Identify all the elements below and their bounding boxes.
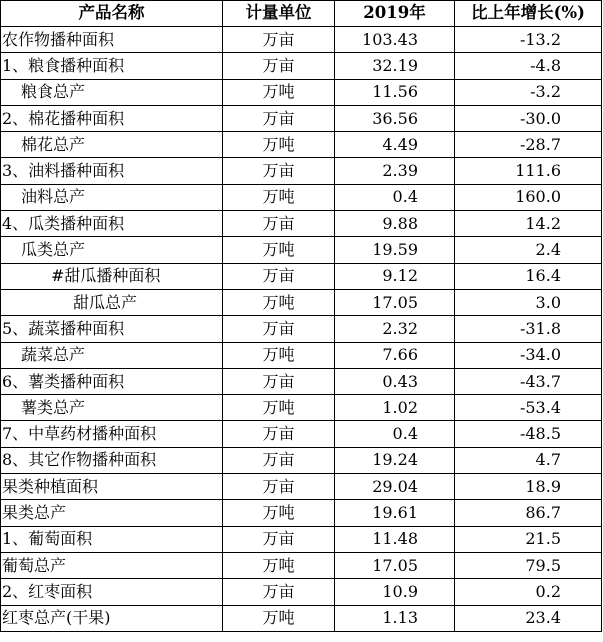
table-row xyxy=(1,342,602,368)
growth-cell: 16.4 xyxy=(455,263,602,289)
table-row xyxy=(1,27,602,53)
growth-cell: 18.9 xyxy=(455,474,602,500)
table-row xyxy=(1,368,602,394)
unit-cell: 万吨 xyxy=(223,395,335,421)
value-2019-cell: 4.49 xyxy=(335,132,455,158)
unit-cell: 万吨 xyxy=(223,79,335,105)
product-name-cell: 红枣总产(干果) xyxy=(1,605,223,631)
value-2019-cell: 11.48 xyxy=(335,526,455,552)
product-name-cell: 7、中草药材播种面积 xyxy=(1,421,223,447)
table-row xyxy=(1,421,602,447)
product-name-cell: 6、薯类播种面积 xyxy=(1,368,223,394)
growth-cell: -28.7 xyxy=(455,132,602,158)
table-row xyxy=(1,132,602,158)
value-2019-cell: 7.66 xyxy=(335,342,455,368)
value-2019-cell: 2.32 xyxy=(335,316,455,342)
product-name-cell: 果类总产 xyxy=(1,500,223,526)
table-row xyxy=(1,263,602,289)
value-2019-cell: 9.12 xyxy=(335,263,455,289)
unit-cell: 万吨 xyxy=(223,237,335,263)
table-row xyxy=(1,552,602,578)
value-2019-cell: 19.24 xyxy=(335,447,455,473)
value-2019-cell: 32.19 xyxy=(335,53,455,79)
value-2019-cell: 11.56 xyxy=(335,79,455,105)
growth-cell: 4.7 xyxy=(455,447,602,473)
unit-cell: 万吨 xyxy=(223,342,335,368)
product-name-cell: 粮食总产 xyxy=(1,79,223,105)
table-row xyxy=(1,474,602,500)
unit-cell: 万亩 xyxy=(223,368,335,394)
value-2019-cell: 17.05 xyxy=(335,289,455,315)
product-name-cell: 3、油料播种面积 xyxy=(1,158,223,184)
table-row xyxy=(1,184,602,210)
product-name-cell: 农作物播种面积 xyxy=(1,27,223,53)
unit-cell: 万吨 xyxy=(223,500,335,526)
unit-cell: 万亩 xyxy=(223,105,335,131)
table-row xyxy=(1,211,602,237)
product-name-cell: 2、棉花播种面积 xyxy=(1,105,223,131)
growth-cell: -30.0 xyxy=(455,105,602,131)
table-row xyxy=(1,395,602,421)
growth-cell: -13.2 xyxy=(455,27,602,53)
table-row xyxy=(1,316,602,342)
table-row xyxy=(1,447,602,473)
product-name-cell: 2、红枣面积 xyxy=(1,579,223,605)
table-row xyxy=(1,605,602,631)
growth-cell: 111.6 xyxy=(455,158,602,184)
growth-cell: 2.4 xyxy=(455,237,602,263)
value-2019-cell: 19.61 xyxy=(335,500,455,526)
header-product-name: 产品名称 xyxy=(1,1,223,27)
growth-cell: -34.0 xyxy=(455,342,602,368)
product-name-cell: 1、粮食播种面积 xyxy=(1,53,223,79)
growth-cell: 0.2 xyxy=(455,579,602,605)
growth-cell: 21.5 xyxy=(455,526,602,552)
growth-cell: 86.7 xyxy=(455,500,602,526)
unit-cell: 万吨 xyxy=(223,289,335,315)
unit-cell: 万吨 xyxy=(223,184,335,210)
product-name-cell: 5、蔬菜播种面积 xyxy=(1,316,223,342)
growth-cell: 3.0 xyxy=(455,289,602,315)
unit-cell: 万亩 xyxy=(223,579,335,605)
unit-cell: 万亩 xyxy=(223,421,335,447)
unit-cell: 万亩 xyxy=(223,27,335,53)
header-growth: 比上年增长(%) xyxy=(455,1,602,27)
value-2019-cell: 0.4 xyxy=(335,421,455,447)
product-name-cell: 8、其它作物播种面积 xyxy=(1,447,223,473)
table-row xyxy=(1,79,602,105)
table-row xyxy=(1,526,602,552)
table-row xyxy=(1,237,602,263)
value-2019-cell: 36.56 xyxy=(335,105,455,131)
product-name-cell: 蔬菜总产 xyxy=(1,342,223,368)
unit-cell: 万亩 xyxy=(223,263,335,289)
unit-cell: 万亩 xyxy=(223,53,335,79)
value-2019-cell: 103.43 xyxy=(335,27,455,53)
unit-cell: 万亩 xyxy=(223,316,335,342)
growth-cell: 23.4 xyxy=(455,605,602,631)
growth-cell: -43.7 xyxy=(455,368,602,394)
value-2019-cell: 19.59 xyxy=(335,237,455,263)
table-body xyxy=(1,27,602,632)
header-year-2019: 2019年 xyxy=(335,1,455,27)
unit-cell: 万吨 xyxy=(223,552,335,578)
growth-cell: -53.4 xyxy=(455,395,602,421)
product-name-cell: 薯类总产 xyxy=(1,395,223,421)
value-2019-cell: 0.43 xyxy=(335,368,455,394)
growth-cell: 79.5 xyxy=(455,552,602,578)
table-row xyxy=(1,289,602,315)
value-2019-cell: 1.02 xyxy=(335,395,455,421)
growth-cell: 160.0 xyxy=(455,184,602,210)
product-name-cell: 1、葡萄面积 xyxy=(1,526,223,552)
unit-cell: 万亩 xyxy=(223,526,335,552)
value-2019-cell: 9.88 xyxy=(335,211,455,237)
product-name-cell: 瓜类总产 xyxy=(1,237,223,263)
product-name-cell: 葡萄总产 xyxy=(1,552,223,578)
table-row xyxy=(1,158,602,184)
growth-cell: -48.5 xyxy=(455,421,602,447)
table-row xyxy=(1,500,602,526)
value-2019-cell: 17.05 xyxy=(335,552,455,578)
growth-cell: -3.2 xyxy=(455,79,602,105)
product-name-cell: 4、瓜类播种面积 xyxy=(1,211,223,237)
growth-cell: 14.2 xyxy=(455,211,602,237)
unit-cell: 万亩 xyxy=(223,211,335,237)
value-2019-cell: 29.04 xyxy=(335,474,455,500)
value-2019-cell: 10.9 xyxy=(335,579,455,605)
product-name-cell: 果类种植面积 xyxy=(1,474,223,500)
table-row xyxy=(1,53,602,79)
value-2019-cell: 1.13 xyxy=(335,605,455,631)
growth-cell: -31.8 xyxy=(455,316,602,342)
unit-cell: 万亩 xyxy=(223,447,335,473)
value-2019-cell: 0.4 xyxy=(335,184,455,210)
product-name-cell: 棉花总产 xyxy=(1,132,223,158)
table-header-row xyxy=(1,1,602,27)
product-name-cell: #甜瓜播种面积 xyxy=(1,263,223,289)
product-name-cell: 甜瓜总产 xyxy=(1,289,223,315)
table-row xyxy=(1,105,602,131)
value-2019-cell: 2.39 xyxy=(335,158,455,184)
header-unit: 计量单位 xyxy=(223,1,335,27)
unit-cell: 万吨 xyxy=(223,605,335,631)
product-name-cell: 油料总产 xyxy=(1,184,223,210)
unit-cell: 万亩 xyxy=(223,158,335,184)
growth-cell: -4.8 xyxy=(455,53,602,79)
unit-cell: 万亩 xyxy=(223,474,335,500)
unit-cell: 万吨 xyxy=(223,132,335,158)
table-row xyxy=(1,579,602,605)
